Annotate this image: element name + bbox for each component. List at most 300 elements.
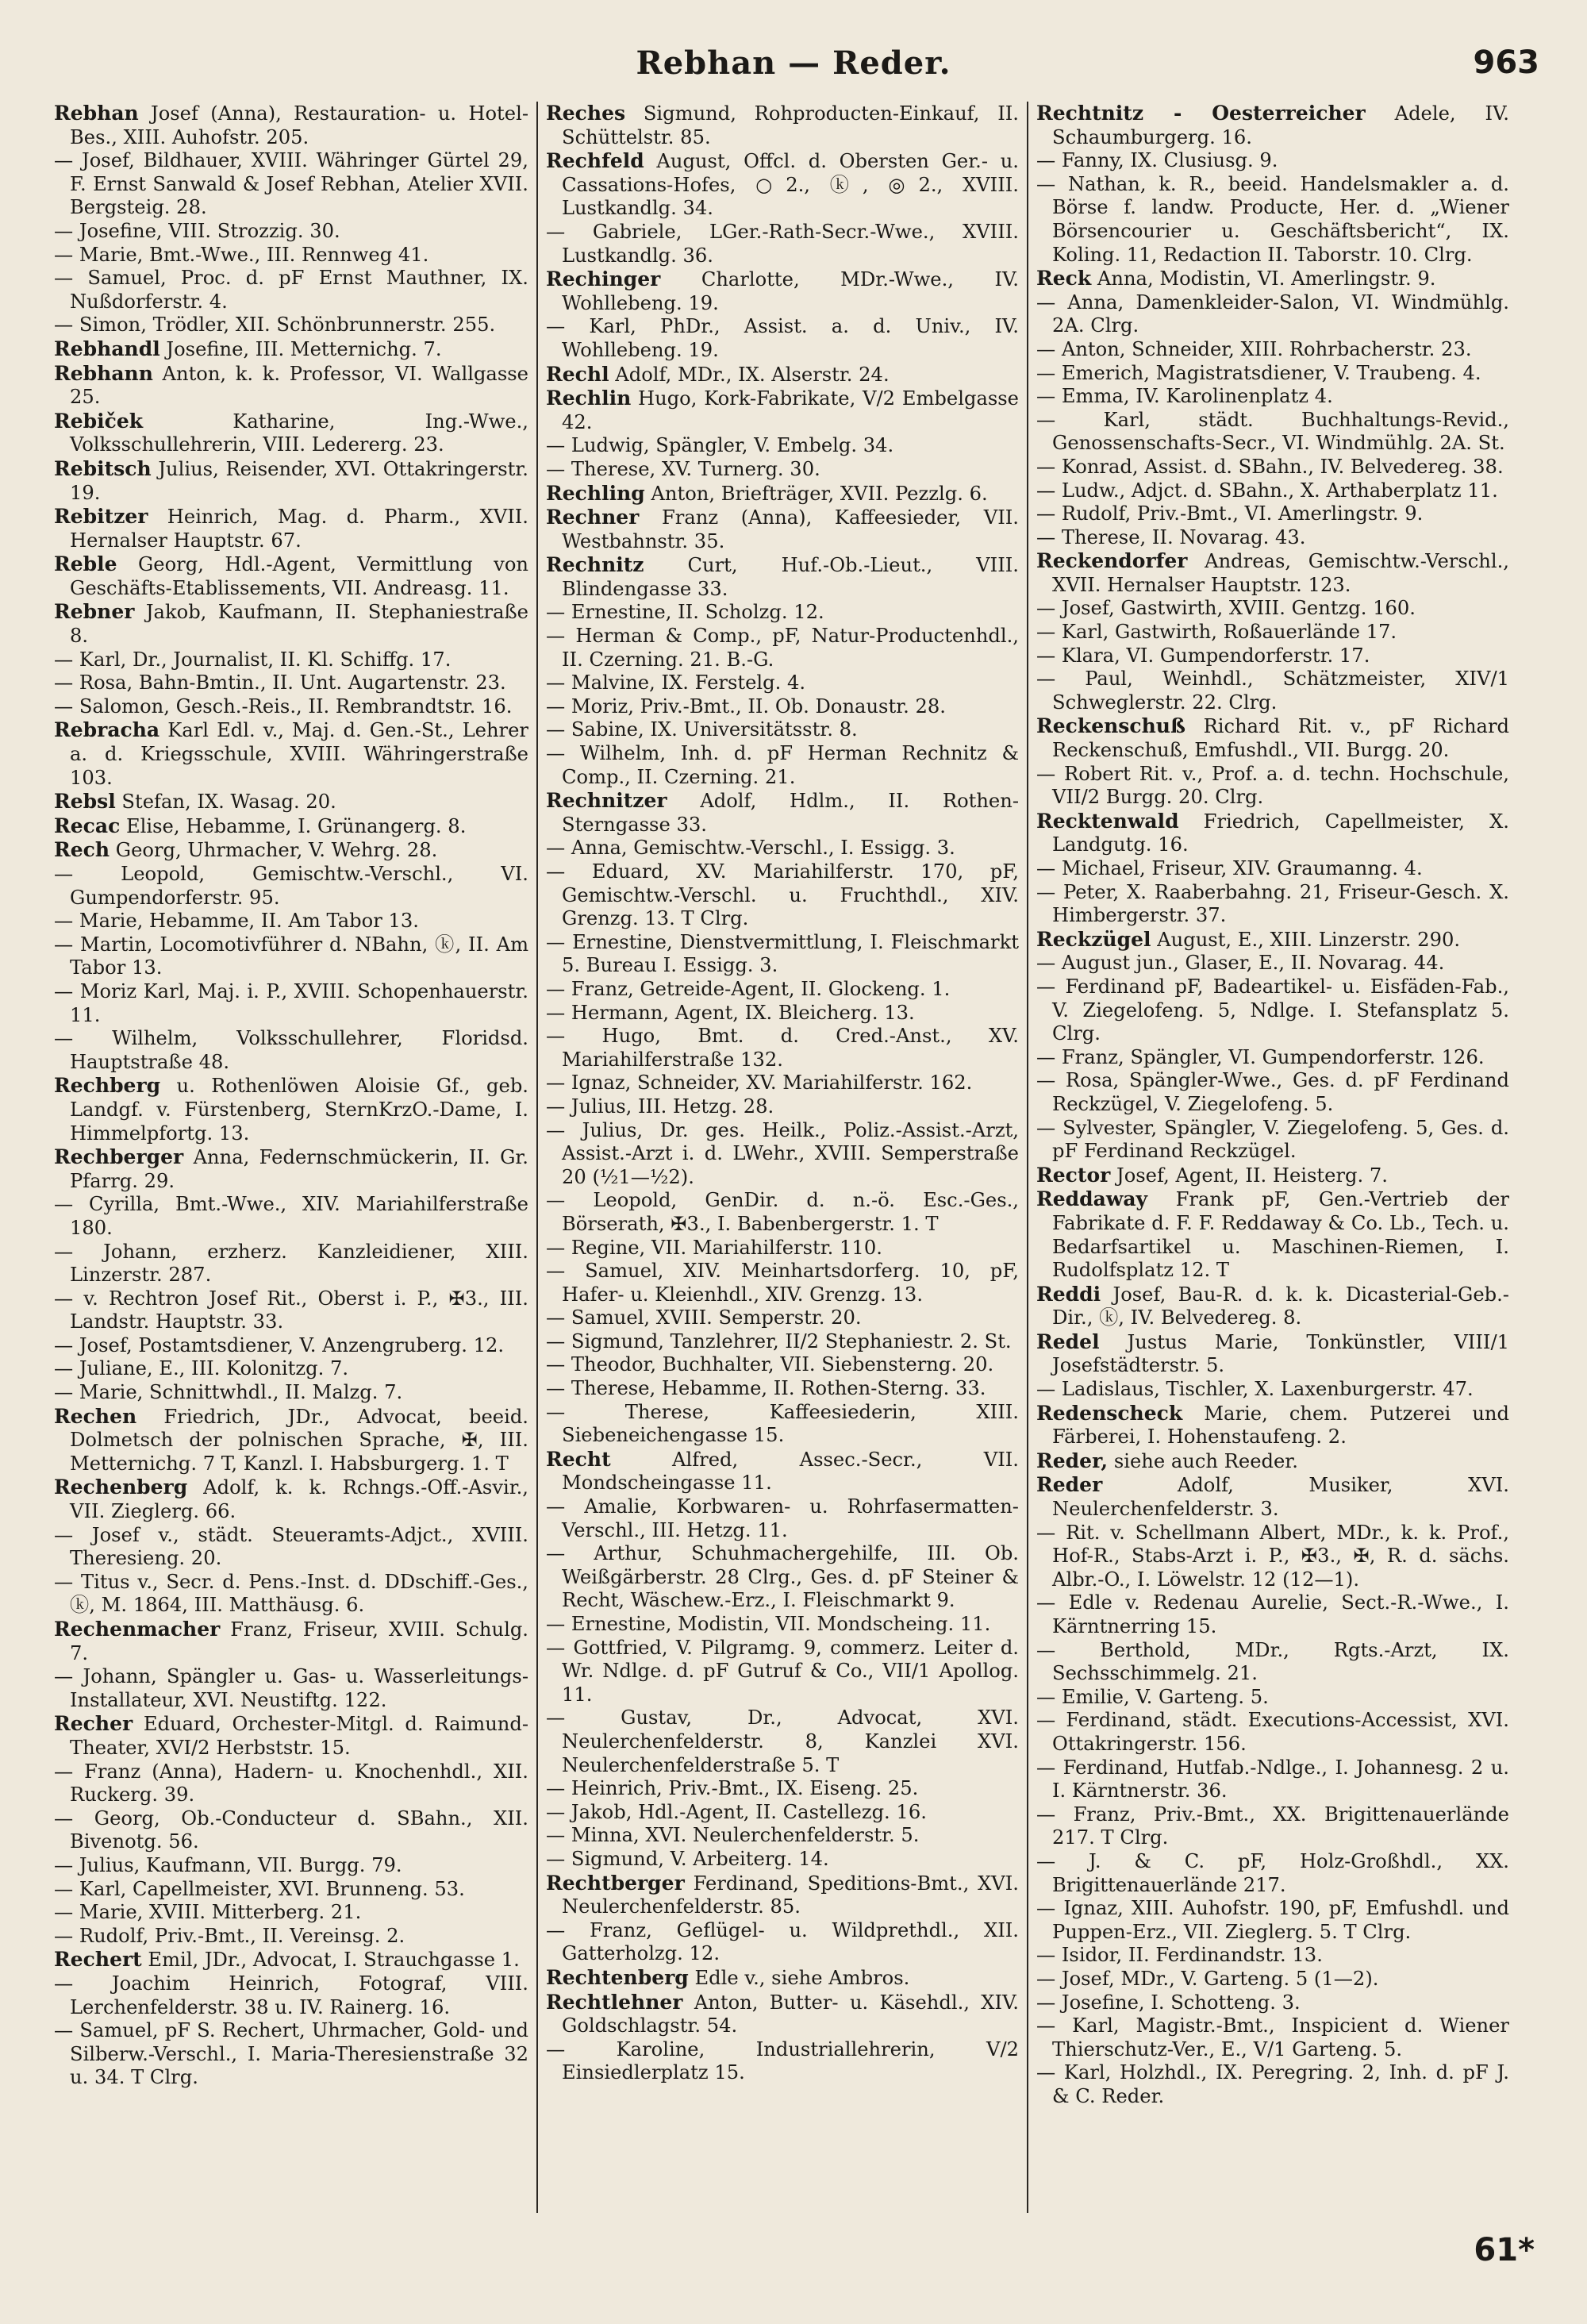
entry-headword: Reches xyxy=(546,102,626,125)
directory-entry xyxy=(546,1542,1019,1613)
entry-text: — Arthur, Schuhmachergehilfe, III. Ob. Weißgärberstr. 28 Clrg., Ges. d. pF Steiner & Recht, Wäschew.-Erz., I. Fleischmarkt 9. xyxy=(546,1542,1019,1612)
entry-text: — Salomon, Gesch.-Reis., II. Rembrandtstr. 16. xyxy=(54,695,513,718)
entry-headword: Rechtenberg xyxy=(546,1965,689,1989)
directory-entry xyxy=(546,1706,1019,1777)
directory-entry xyxy=(546,363,1019,387)
directory-entry xyxy=(546,221,1019,267)
directory-entry xyxy=(1036,810,1509,857)
directory-entry xyxy=(546,506,1019,553)
entry-text: Josef (Anna), Restauration- u. Hotel-Bes., XIII. Auhofstr. 205. xyxy=(70,102,528,148)
entry-headword: Reder xyxy=(1036,1473,1103,1497)
entry-text: Katharine, Ing.-Wwe., Volksschullehrerin, VIII. Ledererg. 23. xyxy=(70,410,528,456)
entry-text: — J. & C. pF, Holz-Großhdl., XX. Brigittenauerlände 217. xyxy=(1036,1849,1509,1896)
directory-entry xyxy=(54,1854,528,1878)
directory-entry xyxy=(1036,1187,1509,1282)
entry-text: — Herman & Comp., pF, Natur-Productenhdl., II. Czerning. 21. B.-G. xyxy=(546,625,1019,671)
entry-text: Andreas, Gemischtw.-Verschl., XVII. Hernalser Hauptstr. 123. xyxy=(1052,550,1509,596)
directory-entry xyxy=(54,362,528,410)
directory-entry xyxy=(54,1524,528,1571)
directory-entry xyxy=(1036,502,1509,526)
entry-text: u. Rothenlöwen Aloisie Gf., geb. Landgf. v. Fürstenberg, SternKrzO.-Dame, I. Himmelpfortg. 13. xyxy=(70,1075,528,1145)
entry-text: — Ignaz, Schneider, XV. Mariahilferstr. 162. xyxy=(546,1072,973,1095)
directory-entry xyxy=(54,600,528,648)
directory-entry xyxy=(1036,1402,1509,1449)
entry-text: — Edle v. Redenau Aurelie, Sect.-R.-Wwe., I. Kärntnerring 15. xyxy=(1036,1591,1509,1637)
directory-entry xyxy=(546,2038,1019,2085)
directory-entry xyxy=(1036,668,1509,714)
entry-text: Josef, Bau-R. d. k. k. Dicasterial-Geb.-Dir., ⓚ, IV. Belvedereg. 8. xyxy=(1052,1283,1509,1329)
entry-headword: Reckenschuß xyxy=(1036,714,1185,738)
entry-headword: Reder, xyxy=(1036,1449,1109,1472)
entry-headword: Rebiček xyxy=(54,409,144,433)
entry-headword: Rechlin xyxy=(546,387,632,410)
directory-entry xyxy=(1036,267,1509,291)
entry-text: siehe auch Reeder. xyxy=(1108,1449,1298,1472)
entry-headword: Rebhann xyxy=(54,361,153,385)
entry-text: — Sylvester, Spängler, V. Ziegelofeng. 5, Ges. d. pF Ferdinand Reckzügel. xyxy=(1036,1116,1509,1163)
directory-entry xyxy=(546,718,1019,742)
entry-text: — Samuel, XVIII. Semperstr. 20. xyxy=(546,1306,862,1329)
entry-text: — Samuel, XIV. Meinhartsdorferg. 10, pF, Hafer- u. Kleienhdl., XIV. Grenzg. 13. xyxy=(546,1260,1019,1306)
directory-entry xyxy=(54,2019,528,2090)
directory-entry xyxy=(546,1119,1019,1190)
entry-headword: Reckzügel xyxy=(1036,927,1151,951)
entry-headword: Rechinger xyxy=(546,267,661,291)
directory-entry xyxy=(54,1334,528,1358)
directory-entry xyxy=(1036,1449,1509,1474)
entry-text: — Josef, Gastwirth, XVIII. Gentzg. 160. xyxy=(1036,597,1416,620)
page-header xyxy=(48,44,1539,92)
directory-entry xyxy=(1036,1164,1509,1188)
entry-text: — Therese, Hebamme, II. Rothen-Sterng. 33. xyxy=(546,1377,986,1400)
directory-entry xyxy=(546,1002,1019,1025)
entry-headword: Rechnitzer xyxy=(546,789,667,813)
entry-text: — Ernestine, Dienstvermittlung, I. Fleischmarkt 5. Bureau I. Essigg. 3. xyxy=(546,930,1019,977)
directory-entry xyxy=(1036,1522,1509,1592)
directory-entry xyxy=(546,978,1019,1002)
directory-entry xyxy=(546,1991,1019,2038)
entry-text: — Karl, Gastwirth, Roßauerlände 17. xyxy=(1036,621,1397,644)
directory-entry xyxy=(546,1095,1019,1119)
directory-entry xyxy=(54,1571,528,1618)
entry-headword: Rechtnitz - Oesterreicher xyxy=(1036,102,1366,125)
directory-entry xyxy=(546,671,1019,695)
entry-headword: Reck xyxy=(1036,267,1092,290)
entry-text: — Sabine, IX. Universitätsstr. 8. xyxy=(546,718,858,741)
directory-entry xyxy=(1036,291,1509,338)
directory-entry xyxy=(54,1712,528,1760)
directory-entry xyxy=(546,601,1019,625)
directory-entry xyxy=(546,1401,1019,1448)
entry-text: — Klara, VI. Gumpendorferstr. 17. xyxy=(1036,644,1370,667)
directory-entry xyxy=(54,1972,528,2019)
entry-text: — Emma, IV. Karolinenplatz 4. xyxy=(1036,385,1333,408)
entry-text: Eduard, Orchester-Mitgl. d. Raimund-Theater, XVI/2 Herbststr. 15. xyxy=(70,1713,528,1759)
directory-entry xyxy=(546,1306,1019,1330)
directory-entry xyxy=(1036,975,1509,1046)
entry-text: — Franz (Anna), Hadern- u. Knochenhdl., XII. Ruckerg. 39. xyxy=(54,1760,528,1806)
directory-entry xyxy=(1036,621,1509,644)
entry-text: — Titus v., Secr. d. Pens.-Inst. d. DDschiff.-Ges., ⓚ, M. 1864, III. Matthäusg. 6. xyxy=(54,1570,528,1617)
entry-text: — Franz, Getreide-Agent, II. Glockeng. 1. xyxy=(546,977,951,1000)
entry-text: Friedrich, Capellmeister, X. Landgutg. 16. xyxy=(1052,810,1509,856)
directory-entry xyxy=(546,1330,1019,1354)
entry-headword: Reddi xyxy=(1036,1282,1101,1306)
directory-entry xyxy=(54,1405,528,1476)
entry-text: — Therese, Kaffeesiederin, XIII. Siebeneichengasse 15. xyxy=(546,1400,1019,1447)
entry-text: — Moriz Karl, Maj. i. P., XVIII. Schopenhauerstr. 11. xyxy=(54,979,528,1026)
directory-entry xyxy=(54,457,528,505)
entry-text: Stefan, IX. Wasag. 20. xyxy=(115,791,336,814)
entry-headword: Rechberg xyxy=(54,1074,161,1098)
entry-headword: Rechl xyxy=(546,362,609,386)
directory-entry xyxy=(54,1287,528,1334)
directory-entry xyxy=(546,1237,1019,1260)
directory-entry xyxy=(54,933,528,980)
entry-text: — Wilhelm, Volksschullehrer, Floridsd. Hauptstraße 48. xyxy=(54,1027,528,1073)
directory-entry xyxy=(54,220,528,244)
entry-text: — Gabriele, LGer.-Rath-Secr.-Wwe., XVIII. Lustkandlg. 36. xyxy=(546,220,1019,267)
directory-entry xyxy=(546,1353,1019,1377)
directory-entry xyxy=(54,1948,528,1972)
entry-text: — Emerich, Magistratsdiener, V. Traubeng. 4. xyxy=(1036,361,1481,384)
directory-entry xyxy=(1036,1117,1509,1164)
entry-text: Josefine, III. Metternichg. 7. xyxy=(159,337,442,360)
directory-entry xyxy=(54,718,528,790)
entry-text: — Josef, MDr., V. Garteng. 5 (1—2). xyxy=(1036,1967,1379,1990)
directory-entry xyxy=(1036,1850,1509,1897)
directory-entry xyxy=(1036,597,1509,621)
directory-entry xyxy=(546,1824,1019,1848)
entry-headword: Rechenberg xyxy=(54,1476,188,1499)
directory-entry xyxy=(1036,362,1509,386)
directory-entry xyxy=(546,625,1019,671)
directory-entry xyxy=(546,434,1019,458)
entry-text: — Rosa, Spängler-Wwe., Ges. d. pF Ferdinand Reckzügel, V. Ziegelofeng. 5. xyxy=(1036,1069,1509,1115)
directory-entry xyxy=(1036,1944,1509,1968)
entry-text: — Ernestine, II. Scholzg. 12. xyxy=(546,601,824,624)
directory-entry xyxy=(1036,1968,1509,1991)
entry-text: — Samuel, Proc. d. pF Ernst Mauthner, IX. Nußdorferstr. 4. xyxy=(54,267,528,313)
entry-text: — Robert Rit. v., Prof. a. d. techn. Hochschule, VII/2 Burgg. 20. Clrg. xyxy=(1036,762,1509,809)
directory-entry xyxy=(54,838,528,863)
directory-entry xyxy=(546,789,1019,837)
entry-text: — Franz, Spängler, VI. Gumpendorferstr. 126. xyxy=(1036,1045,1485,1068)
entry-text: — Karl, Capellmeister, XVI. Brunneng. 53. xyxy=(54,1877,465,1900)
directory-entry xyxy=(546,1025,1019,1072)
entry-text: Julius, Reisender, XVI. Ottakringerstr. 19. xyxy=(70,457,528,504)
entry-text: — Karl, Magistr.-Bmt., Inspicient d. Wiener Thierschutz-Ver., E., V/1 Garteng. 5. xyxy=(1036,2014,1509,2060)
entry-text: Richard Rit. v., pF Richard Reckenschuß, Emfushdl., VII. Burgg. 20. xyxy=(1052,715,1509,762)
directory-entry xyxy=(1036,952,1509,975)
directory-entry xyxy=(54,814,528,839)
entry-text: — Marie, Schnittwhdl., II. Malzg. 7. xyxy=(54,1381,403,1404)
entry-text: — Therese, XV. Turnerg. 30. xyxy=(546,457,820,480)
directory-entry xyxy=(54,695,528,719)
entry-text: — Ludwig, Spängler, V. Embelg. 34. xyxy=(546,434,894,457)
entry-text: — Martin, Locomotivführer d. NBahn, ⓚ, II. Am Tabor 13. xyxy=(54,933,528,979)
directory-entry xyxy=(54,1074,528,1145)
directory-entry xyxy=(1036,1283,1509,1330)
entry-text: Karl Edl. v., Maj. d. Gen.-St., Lehrer a. d. Kriegsschule, XVIII. Währingerstraße 103. xyxy=(70,719,528,789)
entry-text: — Jakob, Hdl.-Agent, II. Castellezg. 16. xyxy=(546,1800,927,1823)
entry-text: Anton, Butter- u. Käsehdl., XIV. Goldschlagstr. 54. xyxy=(562,1991,1019,2037)
entry-text: — Josefine, I. Schotteng. 3. xyxy=(1036,1991,1301,2014)
entry-headword: Rector xyxy=(1036,1163,1111,1187)
directory-entry xyxy=(1036,763,1509,810)
directory-entry xyxy=(546,1260,1019,1306)
entry-text: — Ladislaus, Tischler, X. Laxenburgerstr. 47. xyxy=(1036,1378,1474,1401)
directory-entry xyxy=(546,860,1019,931)
entry-text: — Ferdinand, Hutfab.-Ndlge., I. Johannesg. 2 u. I. Kärntnerstr. 36. xyxy=(1036,1756,1509,1803)
directory-entry xyxy=(54,410,528,457)
directory-entry xyxy=(1036,1709,1509,1756)
entry-text: — Peter, X. Raaberbahng. 21, Friseur-Gesch. X. Himbergerstr. 37. xyxy=(1036,880,1509,927)
entry-text: Hugo, Kork-Fabrikate, V/2 Embelgasse 42. xyxy=(562,387,1019,433)
entry-headword: Rechfeld xyxy=(546,149,644,173)
directory-entry xyxy=(1036,857,1509,881)
entry-text: — Georg, Ob.-Conducteur d. SBahn., XII. Bivenotg. 56. xyxy=(54,1806,528,1853)
directory-entry xyxy=(54,102,528,149)
directory-entry xyxy=(546,1495,1019,1542)
entry-text: Marie, chem. Putzerei und Färberei, I. Hohenstaufeng. 2. xyxy=(1052,1402,1509,1449)
directory-entry xyxy=(1036,338,1509,362)
entry-text: — Anton, Schneider, XIII. Rohrbacherstr. 23. xyxy=(1036,337,1472,360)
entry-headword: Rechnitz xyxy=(546,553,644,577)
directory-entry xyxy=(546,1613,1019,1637)
entry-headword: Rebitsch xyxy=(54,456,152,480)
entry-headword: Rebracha xyxy=(54,718,160,742)
entry-text: — Regine, VII. Mariahilferstr. 110. xyxy=(546,1236,882,1259)
directory-entry xyxy=(54,314,528,337)
entry-text: Josef, Agent, II. Heisterg. 7. xyxy=(1110,1164,1388,1187)
directory-entry xyxy=(546,1801,1019,1825)
directory-entry xyxy=(54,1145,528,1193)
directory-entry xyxy=(54,505,528,552)
entry-text: — Karl, Holzhdl., IX. Peregring. 2, Inh. d. pF J. & C. Reder. xyxy=(1036,2061,1509,2107)
entry-headword: Recac xyxy=(54,814,121,837)
directory-entry xyxy=(54,1193,528,1240)
directory-entry xyxy=(546,458,1019,482)
entry-text: — Eduard, XV. Mariahilferstr. 170, pF, Gemischtw.-Verschl. u. Fruchthdl., XIV. Grenzg. 13. T Clrg. xyxy=(546,860,1019,930)
directory-entry xyxy=(546,387,1019,434)
directory-entry xyxy=(546,1872,1019,1919)
entry-text: Anton, Briefträger, XVII. Pezzlg. 6. xyxy=(644,482,988,505)
entry-text: — Ferdinand, städt. Executions-Accessist, XVI. Ottakringerstr. 156. xyxy=(1036,1709,1509,1755)
entry-text: Adele, IV. Schaumburgerg. 16. xyxy=(1052,102,1509,148)
directory-entry xyxy=(54,1027,528,1074)
entry-text: Adolf, k. k. Rchngs.-Off.-Asvir., VII. Zieglerg. 66. xyxy=(70,1476,528,1523)
directory-column-2 xyxy=(536,102,1027,2213)
directory-entry xyxy=(1036,714,1509,762)
entry-text: — Isidor, II. Ferdinandstr. 13. xyxy=(1036,1944,1323,1967)
directory-entry xyxy=(1036,1639,1509,1686)
entry-text: — Nathan, k. R., beeid. Handelsmakler a. d. Börse f. landw. Producte, Her. d. „Wiener Börsencourier u. Geschäftsbericht“, IX. Koling. 11, Redaction II. Taborstr. 10. Clrg. xyxy=(1036,172,1509,266)
entry-text: Friedrich, JDr., Advocat, beeid. Dolmetsch der polnischen Sprache, ✠, III. Metternichg. 7 T, Kanzl. I. Habsburgerg. 1. T xyxy=(70,1405,528,1475)
directory-entry xyxy=(54,1925,528,1949)
directory-entry xyxy=(546,1848,1019,1872)
entry-text: — Julius, III. Hetzg. 28. xyxy=(546,1095,774,1118)
entry-text: — Johann, Spängler u. Gas- u. Wasserleitungs-Installateur, XVI. Neustiftg. 122. xyxy=(54,1665,528,1711)
entry-text: — Ferdinand pF, Badeartikel- u. Eisfäden-Fab., V. Ziegelofeng. 5, Ndlge. I. Stefansplatz 5. Clrg. xyxy=(1036,975,1509,1045)
entry-text: Georg, Uhrmacher, V. Wehrg. 28. xyxy=(110,839,438,862)
entry-text: — Cyrilla, Bmt.-Wwe., XIV. Mariahilferstraße 180. xyxy=(54,1193,528,1239)
directory-entry xyxy=(54,980,528,1027)
entry-headword: Rech xyxy=(54,838,110,862)
entry-text: Anna, Modistin, VI. Amerlingstr. 9. xyxy=(1091,267,1436,290)
directory-entry xyxy=(1036,1473,1509,1521)
entry-text: — Franz, Priv.-Bmt., XX. Brigittenauerlände 217. T Clrg. xyxy=(1036,1803,1509,1849)
entry-text: Edle v., siehe Ambros. xyxy=(688,1966,910,1989)
entry-text: — Marie, Bmt.-Wwe., III. Rennweg 41. xyxy=(54,243,429,266)
directory-entry xyxy=(1036,1069,1509,1116)
entry-text: — Marie, XVIII. Mitterberg. 21. xyxy=(54,1901,362,1924)
entry-text: — Sigmund, V. Arbeiterg. 14. xyxy=(546,1847,829,1870)
entry-text: — Berthold, MDr., Rgts.-Arzt, IX. Sechsschimmelg. 21. xyxy=(1036,1638,1509,1685)
entry-text: Adolf, Hdlm., II. Rothen-Sterngasse 33. xyxy=(562,790,1019,836)
directory-entry xyxy=(54,790,528,814)
directory-entry xyxy=(546,1189,1019,1236)
directory-entry xyxy=(1036,1803,1509,1850)
entry-headword: Rebsl xyxy=(54,790,116,814)
directory-entry xyxy=(54,648,528,672)
entry-text: Curt, Huf.-Ob.-Lieut., VIII. Blindengasse 33. xyxy=(562,554,1019,600)
entry-text: — Juliane, E., III. Kolonitzg. 7. xyxy=(54,1357,349,1380)
entry-text: — Julius, Dr. ges. Heilk., Poliz.-Assist.-Arzt, Assist.-Arzt i. d. LWehr., XVIII. Semperstraße 20 (½1—½2). xyxy=(546,1118,1019,1188)
entry-text: — Gottfried, V. Pilgramg. 9, commerz. Leiter d. Wr. Ndlge. d. pF Gutruf & Co., VII/1 Apollog. 11. xyxy=(546,1636,1019,1706)
entry-headword: Rebhan xyxy=(54,102,139,125)
directory-entry xyxy=(546,267,1019,315)
entry-headword: Recher xyxy=(54,1712,133,1736)
entry-text: Anna, Federnschmückerin, II. Gr. Pfarrg. 29. xyxy=(70,1146,528,1192)
entry-text: — Anna, Damenkleider-Salon, VI. Windmühlg. 2A. Clrg. xyxy=(1036,290,1509,337)
directory-entry xyxy=(1036,149,1509,173)
directory-entry xyxy=(1036,526,1509,550)
entry-text: — Therese, II. Novarag. 43. xyxy=(1036,525,1306,548)
directory-columns xyxy=(46,102,1541,2213)
directory-entry xyxy=(546,1637,1019,1707)
directory-entry xyxy=(54,149,528,220)
entry-text: — Sigmund, Tanzlehrer, II/2 Stephaniestr. 2. St. xyxy=(546,1329,1012,1352)
entry-text: — Josef v., städt. Steueramts-Adjct., XVIII. Theresieng. 20. xyxy=(54,1523,528,1570)
directory-entry xyxy=(54,552,528,600)
entry-text: — Simon, Trödler, XII. Schönbrunnerstr. 255. xyxy=(54,314,496,337)
entry-text: — Karl, städt. Buchhaltungs-Revid., Genossenschafts-Secr., VI. Windmühlg. 2A. St. xyxy=(1036,408,1509,455)
directory-entry xyxy=(546,1448,1019,1495)
entry-text: Adolf, Musiker, XVI. Neulerchenfelderstr. 3. xyxy=(1052,1474,1509,1521)
entry-text: Heinrich, Mag. d. Pharm., XVII. Hernalser Hauptstr. 67. xyxy=(70,506,528,552)
directory-entry xyxy=(1036,1686,1509,1710)
directory-column-1 xyxy=(46,102,536,2213)
directory-entry xyxy=(546,695,1019,719)
entry-text: — Fanny, IX. Clusiusg. 9. xyxy=(1036,149,1278,172)
directory-entry xyxy=(54,244,528,267)
entry-headword: Rebner xyxy=(54,600,135,624)
entry-text: Alfred, Assec.-Secr., VII. Mondscheingasse 11. xyxy=(562,1448,1019,1495)
entry-text: Elise, Hebamme, I. Grünangerg. 8. xyxy=(120,814,467,837)
directory-entry xyxy=(54,1357,528,1381)
directory-entry xyxy=(1036,1991,1509,2015)
entry-text: — Malvine, IX. Ferstelg. 4. xyxy=(546,671,806,695)
entry-headword: Reddaway xyxy=(1036,1187,1148,1211)
entry-text: — Wilhelm, Inh. d. pF Herman Rechnitz & Comp., II. Czerning. 21. xyxy=(546,742,1019,788)
entry-text: Emil, JDr., Advocat, I. Strauchgasse 1. xyxy=(141,1949,520,1972)
directory-entry xyxy=(54,1618,528,1665)
directory-entry xyxy=(54,1665,528,1712)
entry-headword: Rebitzer xyxy=(54,505,148,529)
directory-entry xyxy=(546,553,1019,601)
directory-entry xyxy=(1036,1378,1509,1402)
entry-headword: Rechenmacher xyxy=(54,1618,221,1641)
entry-headword: Recht xyxy=(546,1447,611,1471)
directory-entry xyxy=(54,1878,528,1902)
entry-headword: Rebhandl xyxy=(54,337,160,360)
entry-text: — Theodor, Buchhalter, VII. Siebensterng. 20. xyxy=(546,1353,994,1376)
entry-headword: Rechtberger xyxy=(546,1871,685,1895)
entry-text: Jakob, Kaufmann, II. Stephaniestraße 8. xyxy=(70,601,528,648)
directory-entry xyxy=(546,1072,1019,1095)
entry-headword: Rechberger xyxy=(54,1145,184,1169)
directory-entry xyxy=(54,267,528,314)
entry-headword: Reble xyxy=(54,552,117,576)
entry-text: Franz (Anna), Kaffeesieder, VII. Westbahnstr. 35. xyxy=(562,506,1019,552)
page-signature: 61* xyxy=(1474,2232,1535,2268)
directory-entry xyxy=(546,837,1019,860)
directory-entry xyxy=(1036,1330,1509,1378)
entry-text: — Marie, Hebamme, II. Am Tabor 13. xyxy=(54,910,419,933)
entry-text: Sigmund, Rohproducten-Einkauf, II. Schüttelstr. 85. xyxy=(562,102,1019,148)
directory-entry xyxy=(54,1476,528,1523)
entry-text: — v. Rechtron Josef Rit., Oberst i. P., ✠3., III. Landstr. Hauptstr. 33. xyxy=(54,1287,528,1333)
entry-text: — Moriz, Priv.-Bmt., II. Ob. Donaustr. 28. xyxy=(546,695,946,718)
entry-text: Franz, Friseur, XVIII. Schulg. 7. xyxy=(70,1618,528,1664)
entry-text: August, E., XIII. Linzerstr. 290. xyxy=(1151,928,1461,951)
entry-headword: Rechtlehner xyxy=(546,1990,683,2014)
directory-entry xyxy=(1036,102,1509,149)
entry-text: Frank pF, Gen.-Vertrieb der Fabrikate d. F. F. Reddaway & Co. Lb., Tech. u. Bedarfsartikel u. Maschinen-Riemen, I. Rudolfsplatz 12. T xyxy=(1052,1188,1509,1282)
directory-entry xyxy=(546,1966,1019,1991)
directory-entry xyxy=(54,1807,528,1854)
directory-entry xyxy=(1036,1756,1509,1803)
directory-entry xyxy=(54,1381,528,1405)
entry-text: — Leopold, GenDir. d. n.-ö. Esc.-Ges., Börserath, ✠3., I. Babenbergerstr. 1. T xyxy=(546,1189,1019,1235)
entry-text: — Hermann, Agent, IX. Bleicherg. 13. xyxy=(546,1001,915,1024)
directory-entry xyxy=(54,671,528,695)
directory-entry xyxy=(54,1760,528,1807)
entry-text: — Heinrich, Priv.-Bmt., IX. Eiseng. 25. xyxy=(546,1777,919,1800)
directory-entry xyxy=(546,102,1019,149)
directory-entry xyxy=(54,1901,528,1925)
directory-entry xyxy=(546,742,1019,789)
directory-entry xyxy=(546,1919,1019,1966)
entry-text: — Emilie, V. Garteng. 5. xyxy=(1036,1685,1269,1708)
entry-text: — Rit. v. Schellmann Albert, MDr., k. k. Prof., Hof-R., Stabs-Arzt i. P., ✠3., ✠, R. d. sächs. Albr.-O., I. Löwelstr. 12 (12—1). xyxy=(1036,1521,1509,1591)
entry-text: — Anna, Gemischtw.-Verschl., I. Essigg. 3. xyxy=(546,837,955,860)
entry-headword: Reckendorfer xyxy=(1036,549,1188,573)
entry-text: — Rosa, Bahn-Bmtin., II. Unt. Augartenstr. 23. xyxy=(54,671,506,695)
entry-text: — Gustav, Dr., Advocat, XVI. Neulerchenfelderstr. 8, Kanzlei XVI. Neulerchenfelderstraße 5. T xyxy=(546,1706,1019,1776)
directory-entry xyxy=(1036,1897,1509,1944)
entry-text: — Minna, XVI. Neulerchenfelderstr. 5. xyxy=(546,1824,920,1847)
entry-headword: Rechen xyxy=(54,1404,137,1428)
entry-text: — Rudolf, Priv.-Bmt., II. Vereinsg. 2. xyxy=(54,1924,405,1947)
directory-entry xyxy=(54,337,528,362)
entry-text: — Josef, Postamtsdiener, V. Anzengruberg. 12. xyxy=(54,1333,505,1356)
entry-headword: Rechert xyxy=(54,1948,142,1972)
entry-text: — Leopold, Gemischtw.-Verschl., VI. Gumpendorferstr. 95. xyxy=(54,863,528,909)
directory-entry xyxy=(1036,479,1509,503)
entry-text: — Karl, Dr., Journalist, II. Kl. Schiffg. 17. xyxy=(54,648,452,671)
